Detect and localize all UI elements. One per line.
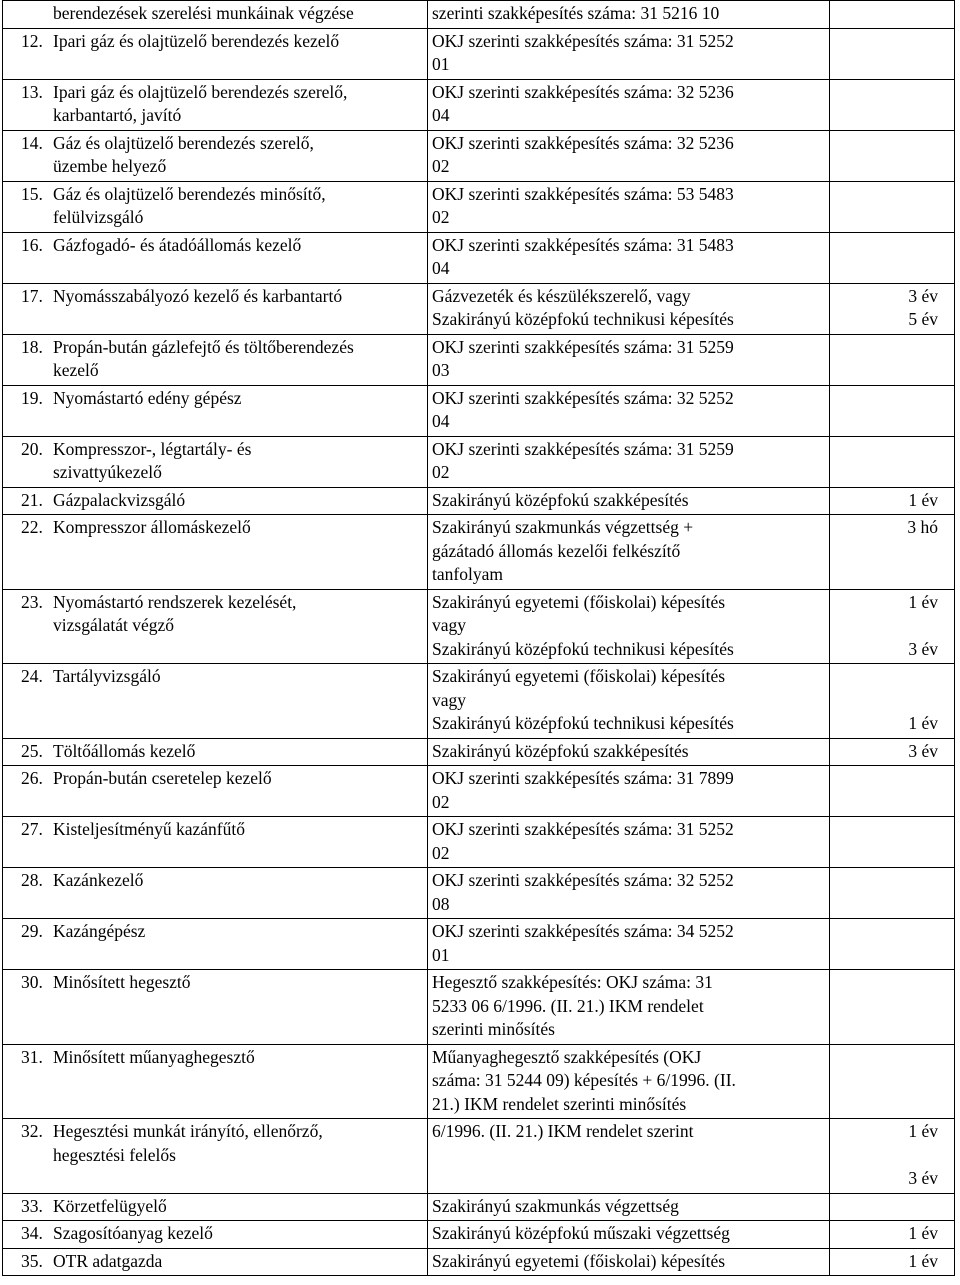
- practice-time-cell: 1 év 3 év: [830, 1119, 955, 1194]
- position-name: Propán-bután cseretelep kezelő: [53, 768, 272, 788]
- practice-time-cell: 1 év: [830, 664, 955, 739]
- position-name: Gázpalackvizsgáló: [53, 489, 186, 510]
- position-cell: [3, 1044, 428, 1119]
- table-body: [3, 1, 955, 1276]
- position-cell: [3, 738, 428, 766]
- row-number: 23.: [21, 591, 43, 612]
- qualification-cell: OKJ szerinti szakképesítés száma: 32 5236 04: [428, 79, 830, 130]
- qualification-cell: 6/1996. (II. 21.) IKM rendelet szerint: [428, 1119, 830, 1194]
- qualification-cell: Szakirányú szakmunkás végzettség + gázátadó állomás kezelői felkészítő tanfolyam: [428, 515, 830, 590]
- position-cell: [3, 436, 428, 487]
- table-row: [3, 232, 955, 283]
- position-name: Gáz és olajtüzelő berendezés minősítő, felülvizsgáló: [53, 183, 326, 227]
- position-name: Propán-bután gázlefejtő és töltőberendezés kezelő: [53, 336, 354, 380]
- position-name: Töltőállomás kezelő: [53, 740, 196, 761]
- practice-time-cell: [830, 79, 955, 130]
- practice-time-cell: 3 év 5 év: [830, 283, 955, 334]
- position-cell: [3, 589, 428, 664]
- table-row: [3, 515, 955, 590]
- position-name: Hegesztési munkát irányító, ellenőrző, hegesztési felelős: [53, 1121, 323, 1165]
- practice-time-cell: 1 év: [830, 1221, 955, 1249]
- row-number: 29.: [21, 921, 43, 941]
- qualification-cell: Szakirányú szakmunkás végzettség: [428, 1193, 830, 1221]
- position-cell: [3, 817, 428, 868]
- practice-time-cell: [830, 919, 955, 970]
- position-cell: [3, 487, 428, 515]
- row-number: 22.: [21, 517, 43, 537]
- practice-time-cell: 3 hó: [830, 515, 955, 590]
- position-name: Körzetfelügyelő: [53, 1195, 167, 1216]
- qualification-cell: Szakirányú egyetemi (főiskolai) képesítés vagy Szakirányú középfokú technikusi képesítés: [428, 589, 830, 664]
- qualification-cell: Szakirányú egyetemi (főiskolai) képesítés vagy Szakirányú középfokú technikusi képesítés: [428, 664, 830, 739]
- position-cell: [3, 283, 428, 334]
- position-cell: [3, 868, 428, 919]
- practice-time-cell: [830, 970, 955, 1045]
- position-name: Gáz és olajtüzelő berendezés szerelő, üzembe helyező: [53, 132, 314, 176]
- row-number: 16.: [21, 234, 43, 255]
- practice-time-cell: [830, 232, 955, 283]
- practice-time-cell: [830, 1044, 955, 1119]
- practice-time-cell: 3 év: [830, 738, 955, 766]
- row-number: 31.: [21, 1046, 43, 1067]
- table-row: [3, 334, 955, 385]
- qualification-cell: OKJ szerinti szakképesítés száma: 31 5252 02: [428, 817, 830, 868]
- qualification-cell: Szakirányú középfokú műszaki végzettség: [428, 1221, 830, 1249]
- row-number: 20.: [21, 438, 43, 459]
- table-row: [3, 130, 955, 181]
- qualification-cell: Szakirányú középfokú szakképesítés: [428, 738, 830, 766]
- position-name: Nyomástartó rendszerek kezelését, vizsgálatát végző: [53, 591, 297, 635]
- row-number: 13.: [21, 81, 43, 102]
- position-cell: [3, 766, 428, 817]
- row-number: 26.: [21, 768, 43, 788]
- table-row: [3, 1044, 955, 1119]
- table-row: [3, 283, 955, 334]
- position-name: Tartályvizsgáló: [53, 666, 161, 686]
- position-name: Ipari gáz és olajtüzelő berendezés szerelő, karbantartó, javító: [53, 81, 348, 125]
- practice-time-cell: [830, 385, 955, 436]
- row-number: 14.: [21, 132, 43, 153]
- position-name: Nyomásszabályozó kezelő és karbantartó: [53, 285, 343, 306]
- table-row: [3, 181, 955, 232]
- position-cell: [3, 664, 428, 739]
- row-number: 25.: [21, 740, 43, 761]
- qualification-cell: Szakirányú egyetemi (főiskolai) képesítés: [428, 1248, 830, 1276]
- table-row: [3, 1119, 955, 1194]
- practice-time-cell: [830, 436, 955, 487]
- row-number: 21.: [21, 489, 43, 510]
- row-number: 35.: [21, 1250, 43, 1271]
- position-cell: [3, 1, 428, 29]
- qualification-cell: Műanyaghegesztő szakképesítés (OKJ száma: 31 5244 09) képesítés + 6/1996. (II. 21.) IKM rendelet szerinti minősítés: [428, 1044, 830, 1119]
- position-name: Minősített hegesztő: [53, 972, 191, 992]
- position-name: Kisteljesítményű kazánfűtő: [53, 819, 245, 839]
- table-row: [3, 817, 955, 868]
- table-row: [3, 79, 955, 130]
- practice-time-cell: [830, 1193, 955, 1221]
- table-row: [3, 1221, 955, 1249]
- row-number: 17.: [21, 285, 43, 306]
- row-number: 30.: [21, 972, 43, 992]
- practice-time-cell: [830, 334, 955, 385]
- position-cell: [3, 130, 428, 181]
- qualification-cell: Szakirányú középfokú szakképesítés: [428, 487, 830, 515]
- table-row: [3, 1, 955, 29]
- qualification-table: [2, 0, 955, 1276]
- qualification-cell: OKJ szerinti szakképesítés száma: 31 5252 01: [428, 28, 830, 79]
- qualification-cell: Hegesztő szakképesítés: OKJ száma: 31 5233 06 6/1996. (II. 21.) IKM rendelet szerinti minősítés: [428, 970, 830, 1045]
- position-cell: [3, 28, 428, 79]
- position-name: Kompresszor állomáskezelő: [53, 517, 251, 537]
- table-row: [3, 738, 955, 766]
- position-cell: [3, 79, 428, 130]
- position-cell: [3, 1119, 428, 1194]
- practice-time-cell: 1 év 3 év: [830, 589, 955, 664]
- position-name: Minősített műanyaghegesztő: [53, 1046, 255, 1067]
- practice-time-cell: [830, 1, 955, 29]
- position-cell: [3, 515, 428, 590]
- row-number: 12.: [21, 30, 43, 51]
- table-row: [3, 919, 955, 970]
- position-cell: [3, 919, 428, 970]
- practice-time-cell: [830, 181, 955, 232]
- row-number: 18.: [21, 336, 43, 357]
- position-cell: [3, 334, 428, 385]
- position-cell: [3, 1248, 428, 1276]
- qualification-cell: OKJ szerinti szakképesítés száma: 34 5252 01: [428, 919, 830, 970]
- table-row: [3, 766, 955, 817]
- position-name: berendezések szerelési munkáinak végzése: [53, 3, 354, 23]
- position-name: Kazángépész: [53, 921, 146, 941]
- position-cell: [3, 385, 428, 436]
- table-row: [3, 589, 955, 664]
- practice-time-cell: [830, 130, 955, 181]
- table-row: [3, 487, 955, 515]
- practice-time-cell: [830, 868, 955, 919]
- practice-time-cell: 1 év: [830, 1248, 955, 1276]
- position-cell: [3, 1193, 428, 1221]
- table-row: [3, 1193, 955, 1221]
- row-number: 28.: [21, 870, 43, 890]
- table-row: [3, 664, 955, 739]
- qualification-cell: OKJ szerinti szakképesítés száma: 32 5252 08: [428, 868, 830, 919]
- position-name: Nyomástartó edény gépész: [53, 387, 242, 408]
- row-number: 24.: [21, 666, 43, 686]
- position-name: Szagosítóanyag kezelő: [53, 1223, 213, 1243]
- row-number: 15.: [21, 183, 43, 204]
- table-row: [3, 28, 955, 79]
- table-row: [3, 1248, 955, 1276]
- row-number: 34.: [21, 1223, 43, 1243]
- row-number: 27.: [21, 819, 43, 839]
- qualification-cell: Gázvezeték és készülékszerelő, vagy Szakirányú középfokú technikusi képesítés: [428, 283, 830, 334]
- practice-time-cell: 1 év: [830, 487, 955, 515]
- table-row: [3, 970, 955, 1045]
- position-cell: [3, 181, 428, 232]
- qualification-cell: OKJ szerinti szakképesítés száma: 31 5259 02: [428, 436, 830, 487]
- row-number: 19.: [21, 387, 43, 408]
- practice-time-cell: [830, 28, 955, 79]
- table-row: [3, 868, 955, 919]
- position-name: Kompresszor-, légtartály- és szivattyúkezelő: [53, 438, 252, 482]
- practice-time-cell: [830, 766, 955, 817]
- position-name: Gázfogadó- és átadóállomás kezelő: [53, 234, 302, 255]
- qualification-cell: OKJ szerinti szakképesítés száma: 53 5483 02: [428, 181, 830, 232]
- practice-time-cell: [830, 817, 955, 868]
- qualification-cell: OKJ szerinti szakképesítés száma: 31 7899 02: [428, 766, 830, 817]
- row-number: 33.: [21, 1195, 43, 1216]
- qualification-cell: OKJ szerinti szakképesítés száma: 31 5259 03: [428, 334, 830, 385]
- row-number: 32.: [21, 1121, 43, 1141]
- position-cell: [3, 970, 428, 1045]
- position-name: Kazánkezelő: [53, 870, 144, 890]
- table-row: [3, 385, 955, 436]
- position-name: Ipari gáz és olajtüzelő berendezés kezelő: [53, 30, 340, 51]
- qualification-cell: OKJ szerinti szakképesítés száma: 32 5236 02: [428, 130, 830, 181]
- qualification-cell: szerinti szakképesítés száma: 31 5216 10: [428, 1, 830, 29]
- position-cell: [3, 232, 428, 283]
- qualification-cell: OKJ szerinti szakképesítés száma: 32 5252 04: [428, 385, 830, 436]
- position-cell: [3, 1221, 428, 1249]
- table-row: [3, 436, 955, 487]
- position-name: OTR adatgazda: [53, 1250, 163, 1271]
- qualification-cell: OKJ szerinti szakképesítés száma: 31 5483 04: [428, 232, 830, 283]
